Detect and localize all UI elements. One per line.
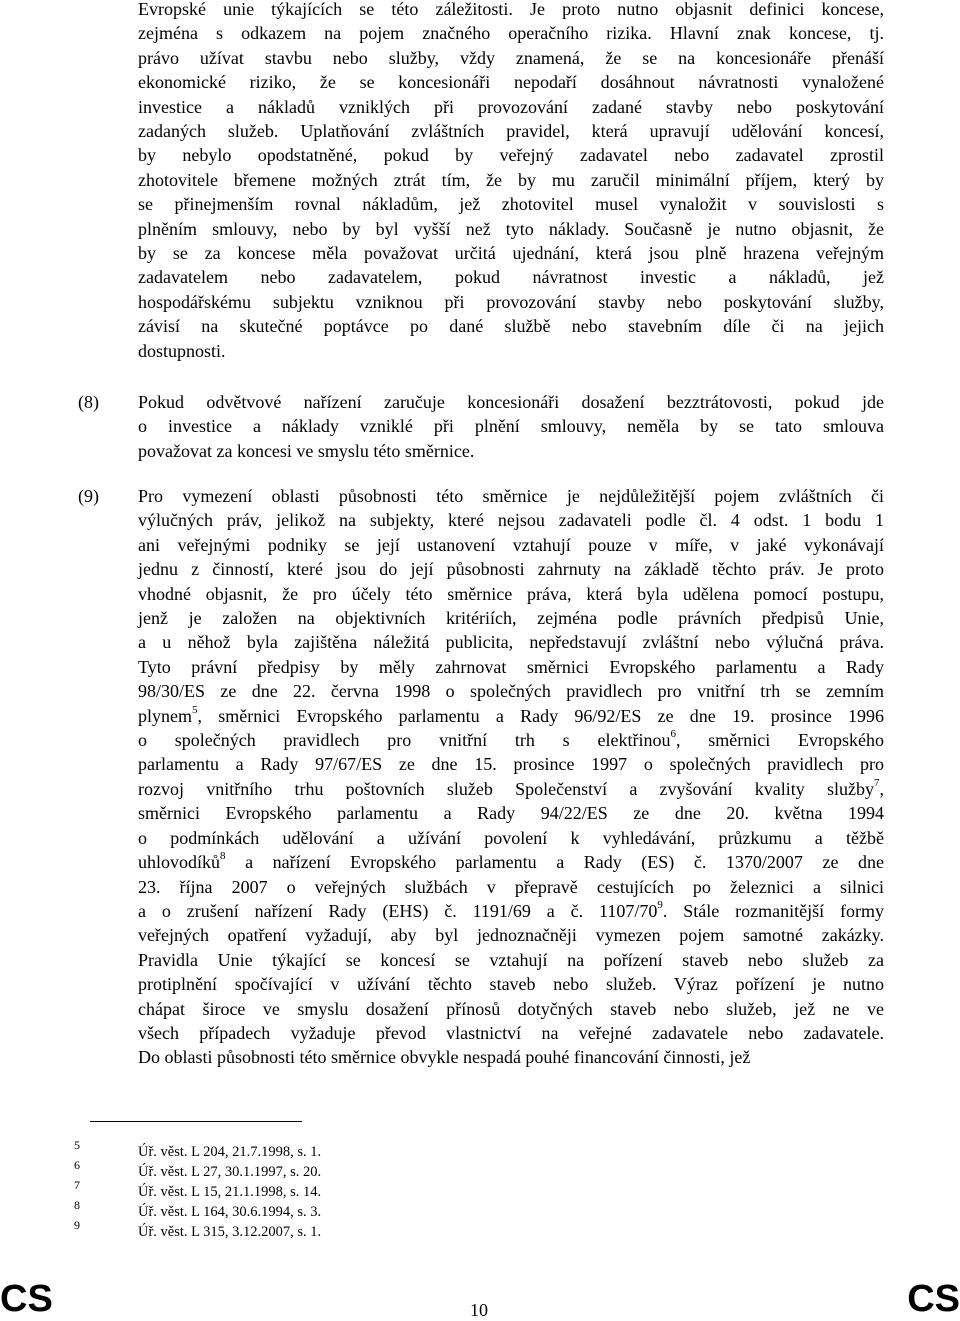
footnote-number: 7 (74, 1178, 80, 1192)
footnote-item (0, 1178, 960, 1204)
paragraph-9-line: Pravidla Unie týkající se koncesí se vztahují na pořízení staveb nebo služeb za (138, 949, 884, 970)
footnote-text: Úř. věst. L 27, 30.1.1997, s. 20. (138, 1164, 322, 1180)
paragraph-8-line: Pokud odvětvové nařízení zaručuje koncesionáři dosažení bezztrátovosti, pokud jde (138, 392, 884, 412)
paragraph-9-line: jednu z činností, které jsou do její působnosti zahrnuty na základě těchto práv. Je proto (138, 559, 884, 580)
footnote-text: Úř. věst. L 164, 30.6.1994, s. 3. (138, 1204, 322, 1220)
paragraph-9-line: chápat široce ve smyslu dosažení přínosů dotyčných staveb nebo služeb, jež ne ve (138, 998, 884, 1019)
continuation-line: plněním smlouvy, nebo by byl vyšší než tyto náklady. Současně je nutno objasnit, že (138, 218, 884, 239)
footnote-reference: 5 (192, 703, 198, 716)
language-code-right: CS (907, 1278, 960, 1320)
paragraph-9-line: 98/30/ES ze dne 22. června 1998 o společných pravidlech pro vnitřní trh se zemním (138, 681, 884, 702)
continuation-line: dostupnosti. (138, 340, 226, 361)
paragraph-9-line: výlučných práv, jelikož na subjekty, které nejsou zadavateli podle čl. 4 odst. 1 bodu 1 (138, 510, 884, 531)
footnote-item (0, 1158, 960, 1184)
footnote-reference: 8 (220, 850, 226, 863)
continuation-line: zhotovitele břemene možných ztrát tím, že by mu zaručil minimální příjem, který by (138, 169, 884, 190)
paragraph-number-9: (9) (78, 486, 99, 506)
footnote-separator (90, 1121, 302, 1122)
footnote-number: 6 (74, 1158, 80, 1172)
paragraph-9-line: a u něhož byla zajištěna náležitá publicita, nepředstavují zvláštní nebo výlučná práva. (138, 632, 884, 653)
continuation-line: závisí na skutečné poptávce po dané službě nebo stavebním díle či na jejich (138, 316, 884, 337)
continuation-line: právo užívat stavbu nebo služby, vždy znamená, že se na koncesionáře přenáší (138, 47, 884, 68)
footnote-text: Úř. věst. L 15, 21.1.1998, s. 14. (138, 1184, 322, 1200)
paragraph-9-line: veřejných opatření vyžadují, aby byl jednoznačněji vymezen pojem samotné zakázky. (138, 925, 884, 946)
continuation-line: ekonomické riziko, že se koncesionáři nepodaří dosáhnout návratnosti vynaložené (138, 72, 884, 93)
continuation-line: zadavatelem nebo zadavatelem, pokud návratnost investic a nákladů, jež (138, 267, 884, 288)
continuation-line: investice a nákladů vzniklých při provozování zadané stavby nebo poskytování (138, 96, 884, 117)
continuation-line: Evropské unie týkajících se této záležitosti. Je proto nutno objasnit definici koncese, (138, 0, 884, 19)
footnote-number: 5 (74, 1138, 80, 1152)
page-number: 10 (470, 1300, 488, 1320)
footnote-reference: 9 (657, 898, 663, 911)
paragraph-9-line: Tyto právní předpisy by měly zahrnovat směrnici Evropského parlamentu a Rady (138, 656, 884, 677)
paragraph-9-line: Pro vymezení oblasti působnosti této směrnice je nejdůležitější pojem zvláštních či (138, 486, 884, 506)
paragraph-9-line: rozvoj vnitřního trhu poštovních služeb Společenství a zvyšování kvality služby$^7$, (138, 776, 884, 799)
paragraph-9-line: 23. října 2007 o veřejných službách v přepravě cestujících po železnici a silnici (138, 876, 884, 897)
paragraph-9-line: Do oblasti působnosti této směrnice obvykle nespadá pouhé financování činnosti, jež (138, 1047, 751, 1068)
continuation-line: se přinejmenším rovnal nákladům, jež zhotovitel musel vynaložit v souvislosti s (138, 194, 884, 215)
paragraph-9 (138, 484, 884, 1070)
paragraph-8-line: o investice a náklady vzniklé při plnění smlouvy, neměla by se tato smlouva (138, 416, 884, 437)
paragraph-9-line: a o zrušení nařízení Rady (EHS) č. 1191/69 a č. $1107/70^9$. Stále rozmanitější formy (138, 898, 884, 921)
paragraph-9-line: uhlovodíků$^8$ a nařízení Evropského parlamentu a Rady (ES) č. 1370/2007 ze dne (138, 850, 884, 873)
paragraph-9-line: jenž je založen na objektivních kritériích, zejména podle právních předpisů Unie, (138, 608, 884, 629)
paragraph-continuation (138, 0, 884, 363)
continuation-line: zadaných služeb. Uplatňování zvláštních pravidel, která upravují udělování koncesí, (138, 121, 884, 142)
paragraph-9-line: protiplnění spočívající v užívání těchto staveb nebo služeb. Výraz pořízení je nutno (138, 974, 884, 995)
continuation-line: hospodářskému subjektu vzniknou při provozování stavby nebo poskytování služby, (138, 291, 884, 312)
continuation-line: zejména s odkazem na pojem značného operačního rizika. Hlavní znak koncese, tj. (138, 23, 884, 44)
paragraph-9-line: parlamentu a Rady 97/67/ES ze dne 15. prosince 1997 o společných pravidlech pro (138, 754, 884, 775)
continuation-line: by se za koncese měla považovat určitá ujednání, která jsou plně hrazena veřejným (138, 243, 884, 264)
footnote-number: 8 (74, 1198, 80, 1212)
footnote-item (0, 1218, 960, 1244)
paragraph-number-8: (8) (78, 392, 99, 412)
continuation-line: by nebylo opodstatněné, pokud by veřejný zadavatel nebo zadavatel zprostil (138, 145, 884, 166)
footnote-text: Úř. věst. L 315, 3.12.2007, s. 1. (138, 1224, 322, 1240)
footnote-number: 9 (74, 1218, 80, 1232)
paragraph-9-line: ani veřejnými podniky se její ustanovení vztahují pouze v míře, v jaké vykonávají (138, 534, 884, 555)
paragraph-9-line: plynem$^5$, směrnici Evropského parlamentu a Rady 96/92/ES ze dne 19. prosince 1996 (138, 703, 884, 726)
language-code-left: CS (0, 1278, 53, 1320)
paragraph-8 (138, 390, 884, 463)
footnote-reference: 7 (874, 776, 880, 789)
paragraph-9-line: vhodné objasnit, že pro účely této směrnice práva, která byla udělena pomocí postupu, (138, 583, 884, 604)
paragraph-9-line: o společných pravidlech pro vnitřní trh s elektřinou$^6$, směrnici Evropského (138, 728, 885, 751)
paragraph-8-line: považovat za koncesi ve smyslu této směrnice. (138, 440, 475, 461)
paragraph-9-line: směrnici Evropského parlamentu a Rady 94/22/ES ze dne 20. května 1994 (138, 803, 884, 824)
paragraph-9-line: všech případech vyžaduje převod vlastnictví na veřejné zadavatele nebo zadavatele. (138, 1022, 884, 1043)
footnote-item (0, 1198, 960, 1224)
footnote-text: Úř. věst. L 204, 21.7.1998, s. 1. (138, 1144, 322, 1160)
paragraph-9-line: o podmínkách udělování a užívání povolení k vyhledávání, průzkumu a těžbě (138, 827, 884, 848)
footnote-item (0, 1138, 960, 1164)
footnote-reference: 6 (670, 728, 676, 741)
